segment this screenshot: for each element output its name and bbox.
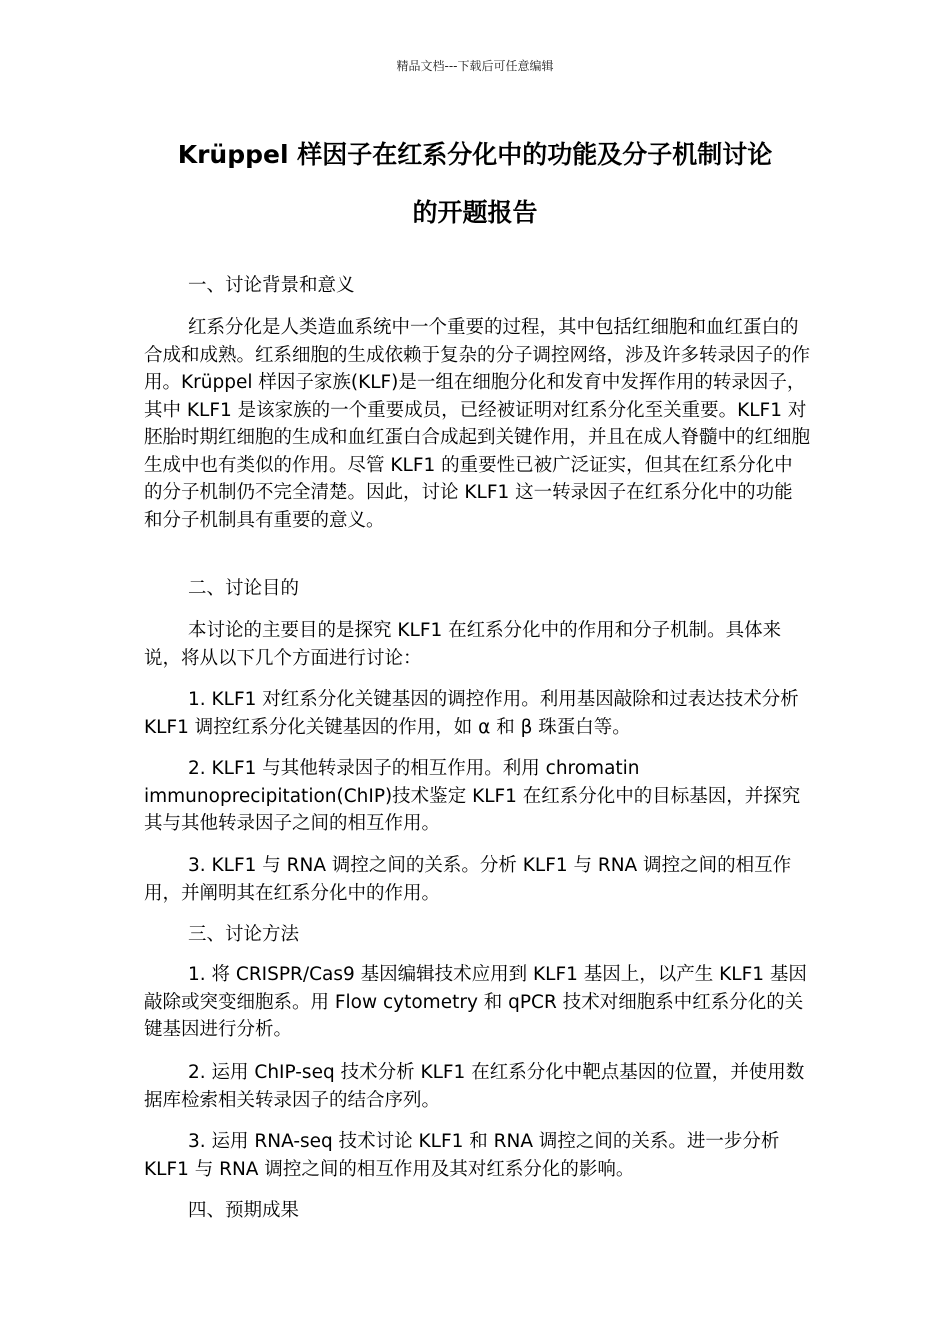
section-heading-results: 四、预期成果 — [188, 1200, 300, 1221]
page-header: 精品文档---下载后可任意编辑 — [396, 59, 554, 73]
aim-item-1: 1. KLF1 对红系分化关键基因的调控作用。利用基因敲除和过表达技术分析 KLF1 调控红系分化关键基因的作用，如 α 和 β 珠蛋白等。 — [144, 689, 799, 738]
aim-item-2: 2. KLF1 与其他转录因子的相互作用。利用 chromatin immunoprecipitation(ChIP)技术鉴定 KLF1 在红系分化中的目标基因，并探究其与其他转录因子之间的相互作用。 — [144, 758, 801, 834]
document-title-line-2: 的开题报告 — [412, 198, 538, 227]
method-item-3: 3. 运用 RNA-seq 技术讨论 KLF1 和 RNA 调控之间的关系。进一步分析 KLF1 与 RNA 调控之间的相互作用及其对红系分化的影响。 — [144, 1131, 780, 1180]
aim-paragraph: 本讨论的主要目的是探究 KLF1 在红系分化中的作用和分子机制。具体来说，将从以下几个方面进行讨论： — [144, 620, 782, 669]
section-heading-background: 一、讨论背景和意义 — [188, 275, 355, 296]
section-heading-method: 三、讨论方法 — [188, 924, 300, 945]
background-paragraph: 红系分化是人类造血系统中一个重要的过程，其中包括红细胞和血红蛋白的合成和成熟。红系细胞的生成依赖于复杂的分子调控网络，涉及许多转录因子的作用。Krüppel 样因子家族(KLF)是一组在细胞分化和发育中发挥作用的转录因子，其中 KLF1 是该家族的一个重要成员，已经被证明对红系分化至关重要。KLF1 对胚胎时期红细胞的生成和血红蛋白合成起到关键作用，并且在成人脊髓中的红细胞生成中也有类似的作用。尽管 KLF1 的重要性已被广泛证实，但其在红系分化中的分子机制仍不完全清楚。因此，讨论 KLF1 这一转录因子在红系分化中的功能和分子机制具有重要的意义。 — [144, 317, 811, 531]
aim-item-3: 3. KLF1 与 RNA 调控之间的关系。分析 KLF1 与 RNA 调控之间的相互作用，并阐明其在红系分化中的作用。 — [144, 855, 792, 904]
section-heading-aim: 二、讨论目的 — [188, 578, 300, 599]
document-title-line-1: Krüppel 样因子在红系分化中的功能及分子机制讨论 — [177, 140, 773, 169]
method-item-1: 1. 将 CRISPR/Cas9 基因编辑技术应用到 KLF1 基因上，以产生 KLF1 基因敲除或突变细胞系。用 Flow cytometry 和 qPCR 技术对细胞系中红系分化的关键基因进行分析。 — [144, 964, 807, 1040]
method-item-2: 2. 运用 ChIP-seq 技术分析 KLF1 在红系分化中靶点基因的位置，并使用数据库检索相关转录因子的结合序列。 — [144, 1062, 805, 1111]
